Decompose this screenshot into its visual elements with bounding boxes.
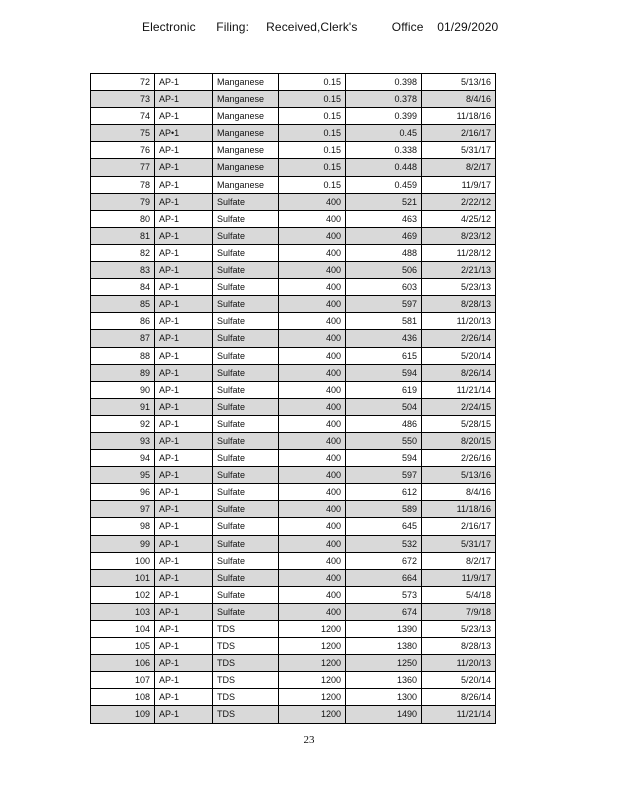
parameter-cell: Sulfate [213,501,279,518]
standard-cell: 0.15 [279,108,346,125]
result-cell: 1360 [346,672,422,689]
result-cell: 672 [346,552,422,569]
parameter-cell: Sulfate [213,262,279,279]
result-cell: 0.45 [346,125,422,142]
date-cell: 5/13/16 [422,467,496,484]
well-id-cell: AP-1 [155,193,213,210]
well-id-cell: AP-1 [155,398,213,415]
row-number-cell: 108 [91,689,155,706]
table-row [91,193,496,210]
row-number-cell: 81 [91,227,155,244]
parameter-cell: Sulfate [213,552,279,569]
table-row [91,347,496,364]
result-cell: 645 [346,518,422,535]
parameter-cell: Sulfate [213,296,279,313]
parameter-cell: Sulfate [213,450,279,467]
date-cell: 11/18/16 [422,108,496,125]
table-row [91,621,496,638]
well-id-cell: AP-1 [155,347,213,364]
result-cell: 506 [346,262,422,279]
row-number-cell: 91 [91,398,155,415]
parameter-cell: Sulfate [213,569,279,586]
well-id-cell: AP-1 [155,655,213,672]
row-number-cell: 96 [91,484,155,501]
standard-cell: 400 [279,569,346,586]
well-id-cell: AP-1 [155,603,213,620]
result-cell: 674 [346,603,422,620]
well-id-cell: AP-1 [155,176,213,193]
date-cell: 8/4/16 [422,484,496,501]
filing-header: Electronic Filing: Received,Clerk's Office 01/29/2020 [142,20,499,34]
result-cell: 486 [346,415,422,432]
date-cell: 2/26/16 [422,450,496,467]
data-table [90,73,496,724]
row-number-cell: 80 [91,210,155,227]
date-cell: 2/21/13 [422,262,496,279]
standard-cell: 400 [279,244,346,261]
well-id-cell: AP-1 [155,262,213,279]
parameter-cell: Sulfate [213,193,279,210]
row-number-cell: 73 [91,91,155,108]
result-cell: 589 [346,501,422,518]
parameter-cell: Sulfate [213,364,279,381]
result-cell: 619 [346,381,422,398]
parameter-cell: Sulfate [213,484,279,501]
result-cell: 1300 [346,689,422,706]
date-cell: 8/23/12 [422,227,496,244]
table-row [91,501,496,518]
date-cell: 2/22/12 [422,193,496,210]
standard-cell: 400 [279,347,346,364]
result-cell: 573 [346,586,422,603]
well-id-cell: AP-1 [155,672,213,689]
table-row [91,535,496,552]
standard-cell: 0.15 [279,125,346,142]
result-cell: 581 [346,313,422,330]
standard-cell: 400 [279,467,346,484]
table-row [91,262,496,279]
well-id-cell: AP-1 [155,91,213,108]
result-cell: 488 [346,244,422,261]
parameter-cell: Sulfate [213,415,279,432]
result-cell: 469 [346,227,422,244]
parameter-cell: Manganese [213,159,279,176]
table-row [91,330,496,347]
standard-cell: 400 [279,484,346,501]
date-cell: 8/2/17 [422,159,496,176]
parameter-cell: Sulfate [213,535,279,552]
date-cell: 8/28/13 [422,638,496,655]
table-row [91,569,496,586]
result-cell: 603 [346,279,422,296]
row-number-cell: 85 [91,296,155,313]
standard-cell: 400 [279,313,346,330]
well-id-cell: AP-1 [155,210,213,227]
parameter-cell: Sulfate [213,244,279,261]
row-number-cell: 109 [91,706,155,723]
well-id-cell: AP-1 [155,108,213,125]
date-cell: 8/26/14 [422,364,496,381]
parameter-cell: Manganese [213,142,279,159]
parameter-cell: TDS [213,638,279,655]
parameter-cell: Manganese [213,176,279,193]
date-cell: 5/28/15 [422,415,496,432]
parameter-cell: Sulfate [213,210,279,227]
row-number-cell: 82 [91,244,155,261]
standard-cell: 0.15 [279,176,346,193]
date-cell: 11/9/17 [422,569,496,586]
date-cell: 5/4/18 [422,586,496,603]
date-cell: 5/20/14 [422,347,496,364]
table-row [91,74,496,91]
row-number-cell: 94 [91,450,155,467]
standard-cell: 400 [279,603,346,620]
standard-cell: 0.15 [279,159,346,176]
date-cell: 11/28/12 [422,244,496,261]
parameter-cell: Sulfate [213,347,279,364]
well-id-cell: AP-1 [155,415,213,432]
row-number-cell: 99 [91,535,155,552]
parameter-cell: Sulfate [213,603,279,620]
result-cell: 0.448 [346,159,422,176]
table-row [91,552,496,569]
table-row [91,689,496,706]
date-cell: 2/26/14 [422,330,496,347]
well-id-cell: AP-1 [155,467,213,484]
standard-cell: 1200 [279,672,346,689]
standard-cell: 400 [279,210,346,227]
row-number-cell: 107 [91,672,155,689]
parameter-cell: TDS [213,672,279,689]
result-cell: 0.459 [346,176,422,193]
table-row [91,176,496,193]
standard-cell: 400 [279,501,346,518]
well-id-cell: AP-1 [155,364,213,381]
standard-cell: 400 [279,518,346,535]
date-cell: 5/20/14 [422,672,496,689]
table-row [91,244,496,261]
row-number-cell: 84 [91,279,155,296]
row-number-cell: 102 [91,586,155,603]
parameter-cell: Manganese [213,108,279,125]
table-row [91,381,496,398]
standard-cell: 400 [279,398,346,415]
well-id-cell: AP-1 [155,432,213,449]
table-row [91,518,496,535]
row-number-cell: 100 [91,552,155,569]
table-row [91,398,496,415]
row-number-cell: 90 [91,381,155,398]
row-number-cell: 101 [91,569,155,586]
standard-cell: 400 [279,552,346,569]
row-number-cell: 78 [91,176,155,193]
result-cell: 532 [346,535,422,552]
result-cell: 436 [346,330,422,347]
standard-cell: 0.15 [279,91,346,108]
result-cell: 504 [346,398,422,415]
parameter-cell: Manganese [213,74,279,91]
table-row [91,125,496,142]
parameter-cell: Manganese [213,125,279,142]
parameter-cell: Sulfate [213,398,279,415]
standard-cell: 1200 [279,689,346,706]
standard-cell: 400 [279,450,346,467]
result-cell: 597 [346,467,422,484]
result-cell: 1490 [346,706,422,723]
row-number-cell: 86 [91,313,155,330]
table-row [91,159,496,176]
date-cell: 5/23/13 [422,621,496,638]
parameter-cell: Sulfate [213,586,279,603]
standard-cell: 1200 [279,638,346,655]
standard-cell: 400 [279,364,346,381]
row-number-cell: 92 [91,415,155,432]
standard-cell: 400 [279,262,346,279]
date-cell: 5/13/16 [422,74,496,91]
well-id-cell: AP-1 [155,450,213,467]
well-id-cell: AP-1 [155,706,213,723]
well-id-cell: AP-1 [155,227,213,244]
table-row [91,279,496,296]
parameter-cell: Sulfate [213,381,279,398]
well-id-cell: AP-1 [155,381,213,398]
well-id-cell: AP-1 [155,484,213,501]
date-cell: 2/16/17 [422,518,496,535]
parameter-cell: Sulfate [213,279,279,296]
table-row [91,586,496,603]
row-number-cell: 83 [91,262,155,279]
table-row [91,142,496,159]
result-cell: 0.398 [346,74,422,91]
table-row [91,450,496,467]
date-cell: 5/31/17 [422,142,496,159]
table-row [91,655,496,672]
well-id-cell: AP-1 [155,689,213,706]
parameter-cell: TDS [213,621,279,638]
table-row [91,638,496,655]
parameter-cell: Sulfate [213,330,279,347]
result-cell: 664 [346,569,422,586]
row-number-cell: 103 [91,603,155,620]
table-row [91,313,496,330]
well-id-cell: AP-1 [155,552,213,569]
date-cell: 5/23/13 [422,279,496,296]
table-row [91,108,496,125]
row-number-cell: 89 [91,364,155,381]
standard-cell: 400 [279,193,346,210]
date-cell: 11/9/17 [422,176,496,193]
row-number-cell: 97 [91,501,155,518]
date-cell: 2/16/17 [422,125,496,142]
row-number-cell: 76 [91,142,155,159]
parameter-cell: TDS [213,689,279,706]
standard-cell: 400 [279,296,346,313]
standard-cell: 1200 [279,706,346,723]
standard-cell: 400 [279,535,346,552]
date-cell: 8/26/14 [422,689,496,706]
well-id-cell: AP•1 [155,125,213,142]
table-row [91,210,496,227]
result-cell: 0.338 [346,142,422,159]
result-cell: 550 [346,432,422,449]
date-cell: 8/2/17 [422,552,496,569]
table-row [91,467,496,484]
well-id-cell: AP-1 [155,330,213,347]
date-cell: 11/20/13 [422,655,496,672]
result-cell: 463 [346,210,422,227]
date-cell: 8/4/16 [422,91,496,108]
result-cell: 521 [346,193,422,210]
row-number-cell: 98 [91,518,155,535]
well-id-cell: AP-1 [155,569,213,586]
row-number-cell: 75 [91,125,155,142]
date-cell: 7/9/18 [422,603,496,620]
well-id-cell: AP-1 [155,279,213,296]
row-number-cell: 95 [91,467,155,484]
standard-cell: 0.15 [279,74,346,91]
standard-cell: 400 [279,415,346,432]
standard-cell: 400 [279,381,346,398]
row-number-cell: 72 [91,74,155,91]
table-row [91,415,496,432]
standard-cell: 400 [279,330,346,347]
row-number-cell: 88 [91,347,155,364]
well-id-cell: AP-1 [155,74,213,91]
result-cell: 594 [346,450,422,467]
standard-cell: 1200 [279,655,346,672]
row-number-cell: 74 [91,108,155,125]
well-id-cell: AP-1 [155,244,213,261]
parameter-cell: Sulfate [213,313,279,330]
table-row [91,484,496,501]
well-id-cell: AP-1 [155,638,213,655]
result-cell: 597 [346,296,422,313]
parameter-cell: Manganese [213,91,279,108]
date-cell: 5/31/17 [422,535,496,552]
well-id-cell: AP-1 [155,159,213,176]
result-cell: 0.378 [346,91,422,108]
table-row [91,227,496,244]
table-row [91,91,496,108]
standard-cell: 400 [279,432,346,449]
date-cell: 8/20/15 [422,432,496,449]
table-row [91,672,496,689]
standard-cell: 400 [279,586,346,603]
page-number: 23 [303,734,315,746]
standard-cell: 1200 [279,621,346,638]
well-id-cell: AP-1 [155,313,213,330]
date-cell: 4/25/12 [422,210,496,227]
well-id-cell: AP-1 [155,621,213,638]
result-cell: 1250 [346,655,422,672]
row-number-cell: 87 [91,330,155,347]
table-row [91,432,496,449]
result-cell: 1380 [346,638,422,655]
date-cell: 8/28/13 [422,296,496,313]
row-number-cell: 79 [91,193,155,210]
row-number-cell: 106 [91,655,155,672]
well-id-cell: AP-1 [155,518,213,535]
row-number-cell: 104 [91,621,155,638]
well-id-cell: AP-1 [155,296,213,313]
table-row [91,603,496,620]
date-cell: 11/18/16 [422,501,496,518]
data-table-body [91,74,496,724]
well-id-cell: AP-1 [155,142,213,159]
row-number-cell: 93 [91,432,155,449]
result-cell: 594 [346,364,422,381]
date-cell: 11/21/14 [422,706,496,723]
parameter-cell: Sulfate [213,432,279,449]
parameter-cell: Sulfate [213,467,279,484]
parameter-cell: Sulfate [213,227,279,244]
standard-cell: 0.15 [279,142,346,159]
result-cell: 1390 [346,621,422,638]
well-id-cell: AP-1 [155,501,213,518]
table-row [91,296,496,313]
parameter-cell: TDS [213,706,279,723]
result-cell: 612 [346,484,422,501]
standard-cell: 400 [279,227,346,244]
result-cell: 0.399 [346,108,422,125]
row-number-cell: 105 [91,638,155,655]
row-number-cell: 77 [91,159,155,176]
table-row [91,706,496,723]
date-cell: 2/24/15 [422,398,496,415]
parameter-cell: TDS [213,655,279,672]
well-id-cell: AP-1 [155,535,213,552]
standard-cell: 400 [279,279,346,296]
parameter-cell: Sulfate [213,518,279,535]
well-id-cell: AP-1 [155,586,213,603]
date-cell: 11/21/14 [422,381,496,398]
table-row [91,364,496,381]
date-cell: 11/20/13 [422,313,496,330]
result-cell: 615 [346,347,422,364]
